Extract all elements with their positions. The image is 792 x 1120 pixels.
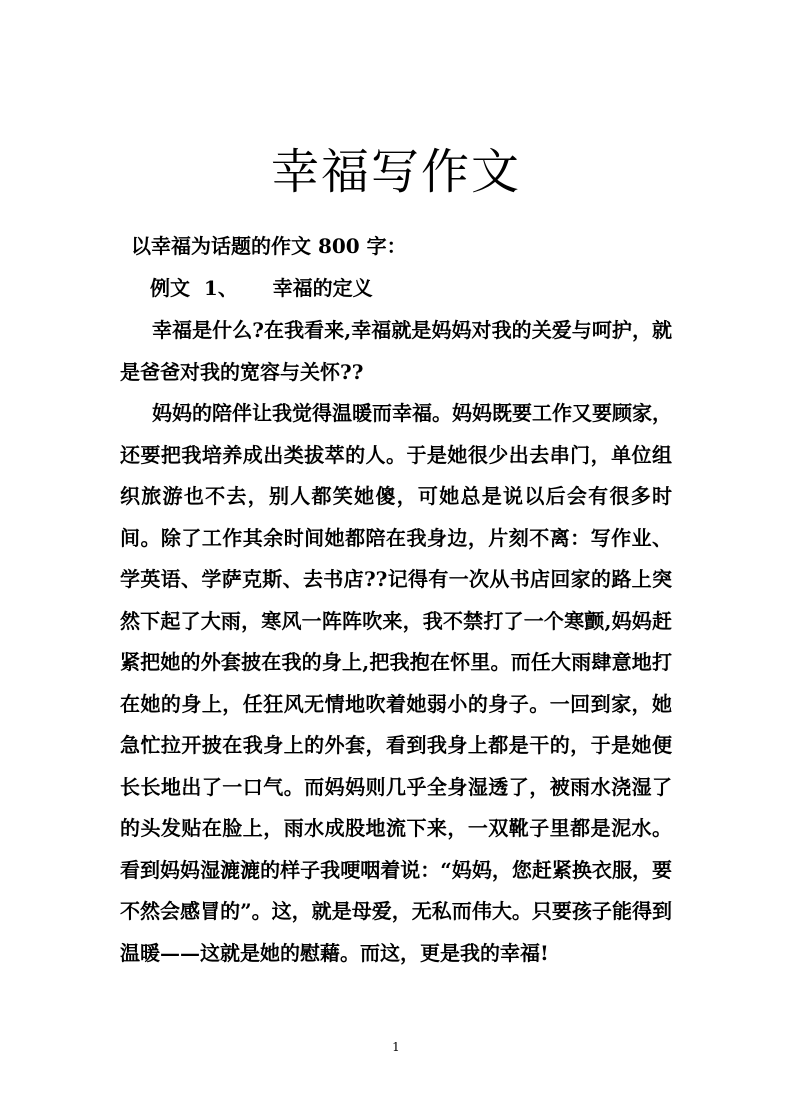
essay-topic-line: 以幸福为话题的作文 800 字：	[131, 234, 407, 258]
example-heading: 例文 1、 幸福的定义	[150, 276, 373, 300]
page-number: 1	[392, 1040, 400, 1054]
paragraph-1: 幸福是什么?在我看来,幸福就是妈妈对我的关爱与呵护，就是爸爸对我的宽容与关怀??	[120, 318, 672, 384]
page-title: 幸福写作文	[270, 144, 521, 200]
paragraph-2: 妈妈的陪伴让我觉得温暖而幸福。妈妈既要工作又要顾家，还要把我培养成出类拔萃的人。于是她很少出去串门，单位组织旅游也不去，别人都笑她傻，可她总是说以后会有很多时间。除了工作其余时间她都陪在我身边，片刻不离：写作业、学英语、学萨克斯、去书店??记得有一次从书店回家的路上突然下起了大雨，寒风一阵阵吹来，我不禁打了一个寒颤,妈妈赶紧把她的外套披在我的身上,把我抱在怀里。而任大雨肆意地打在她的身上，任狂风无情地吹着她弱小的身子。一回到家，她急忙拉开披在我身上的外套，看到我身上都是干的，于是她便长长地出了一口气。而妈妈则几乎全身湿透了，被雨水浇湿了的头发贴在脸上，雨水成股地流下来，一双靴子里都是泥水。看到妈妈湿漉漉的样子我哽咽着说：“妈妈，您赶紧换衣服，要不然会感冒的”。这，就是母爱，无私而伟大。只要孩子能得到温暖——这就是她的慰藉。而这，更是我的幸福!	[120, 401, 672, 965]
